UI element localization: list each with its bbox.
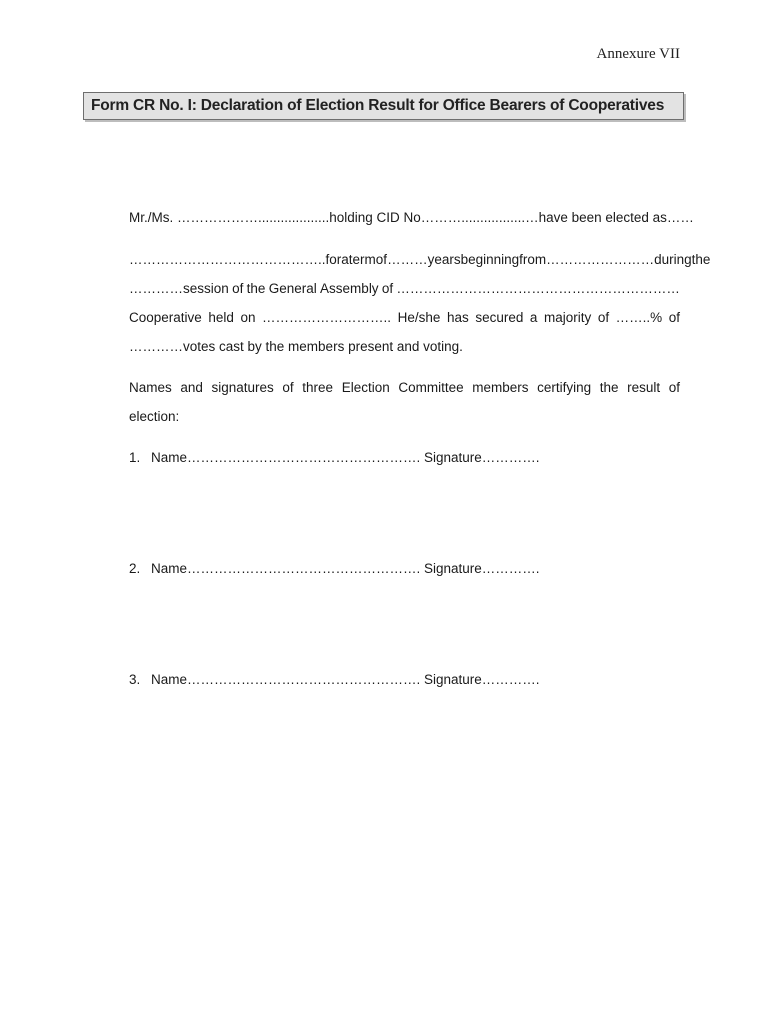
word: term <box>348 252 376 267</box>
word: …………………………………….. <box>129 252 326 267</box>
word: of <box>381 281 394 296</box>
signatory-number: 3. <box>129 672 141 687</box>
signatory-3 <box>129 672 540 687</box>
word: of <box>597 310 610 325</box>
word: held <box>208 310 234 325</box>
word: of <box>668 380 680 395</box>
word: Cooperative <box>129 310 202 325</box>
word: Election <box>341 380 390 395</box>
declaration-line-2 <box>129 252 711 267</box>
form-title: Form CR No. I: Declaration of Election Result for Office Bearers of Cooperatives <box>91 97 665 114</box>
word: Names <box>129 380 172 395</box>
word: ……………………….. <box>262 310 392 325</box>
signatory-number: 1. <box>129 450 141 465</box>
word: majority <box>543 310 592 325</box>
certification-line-1 <box>129 380 680 395</box>
word: certifying <box>537 380 592 395</box>
word: the <box>691 252 711 267</box>
certification-line-2: election: <box>129 409 180 424</box>
word: members <box>472 380 529 395</box>
word: three <box>302 380 334 395</box>
annexure-label: Annexure VII <box>596 46 680 62</box>
word: of <box>232 281 244 296</box>
word: has <box>446 310 469 325</box>
form-title-box <box>83 92 684 120</box>
word: ………years <box>387 252 461 267</box>
word: Committee <box>398 380 464 395</box>
word: of <box>375 252 388 267</box>
word: ……..% <box>615 310 663 325</box>
word: on <box>240 310 256 325</box>
signatory-text: Name……………………………………………. Signature…………. <box>151 450 540 465</box>
declaration-line-3 <box>129 281 680 296</box>
declaration-line-5: …………votes cast by the members present and voting. <box>129 339 463 354</box>
declaration-line-4 <box>129 310 680 325</box>
word: secured <box>475 310 524 325</box>
word: from <box>519 252 547 267</box>
signatory-text: Name……………………………………………. Signature…………. <box>151 672 540 687</box>
word: …………session <box>129 281 229 296</box>
declaration-line-1: Mr./Ms. ………………...................holding CID No……….................…have been elected as…… <box>129 210 694 225</box>
word: a <box>341 252 349 267</box>
signatory-text: Name……………………………………………. Signature…………. <box>151 561 540 576</box>
word: He/she <box>397 310 441 325</box>
word: for <box>325 252 342 267</box>
word: signatures <box>211 380 274 395</box>
word: beginning <box>460 252 520 267</box>
word: the <box>599 380 619 395</box>
word: of <box>668 310 680 325</box>
word: General <box>268 281 317 296</box>
word: of <box>282 380 294 395</box>
signatory-number: 2. <box>129 561 141 576</box>
word: ……………………………………………………… <box>396 281 680 296</box>
word: ……………………during <box>546 252 692 267</box>
word: a <box>529 310 538 325</box>
word: and <box>180 380 203 395</box>
word: result <box>627 380 661 395</box>
signatory-2 <box>129 561 540 576</box>
word: the <box>246 281 266 296</box>
word: Assembly <box>320 281 379 296</box>
signatory-1 <box>129 450 540 465</box>
